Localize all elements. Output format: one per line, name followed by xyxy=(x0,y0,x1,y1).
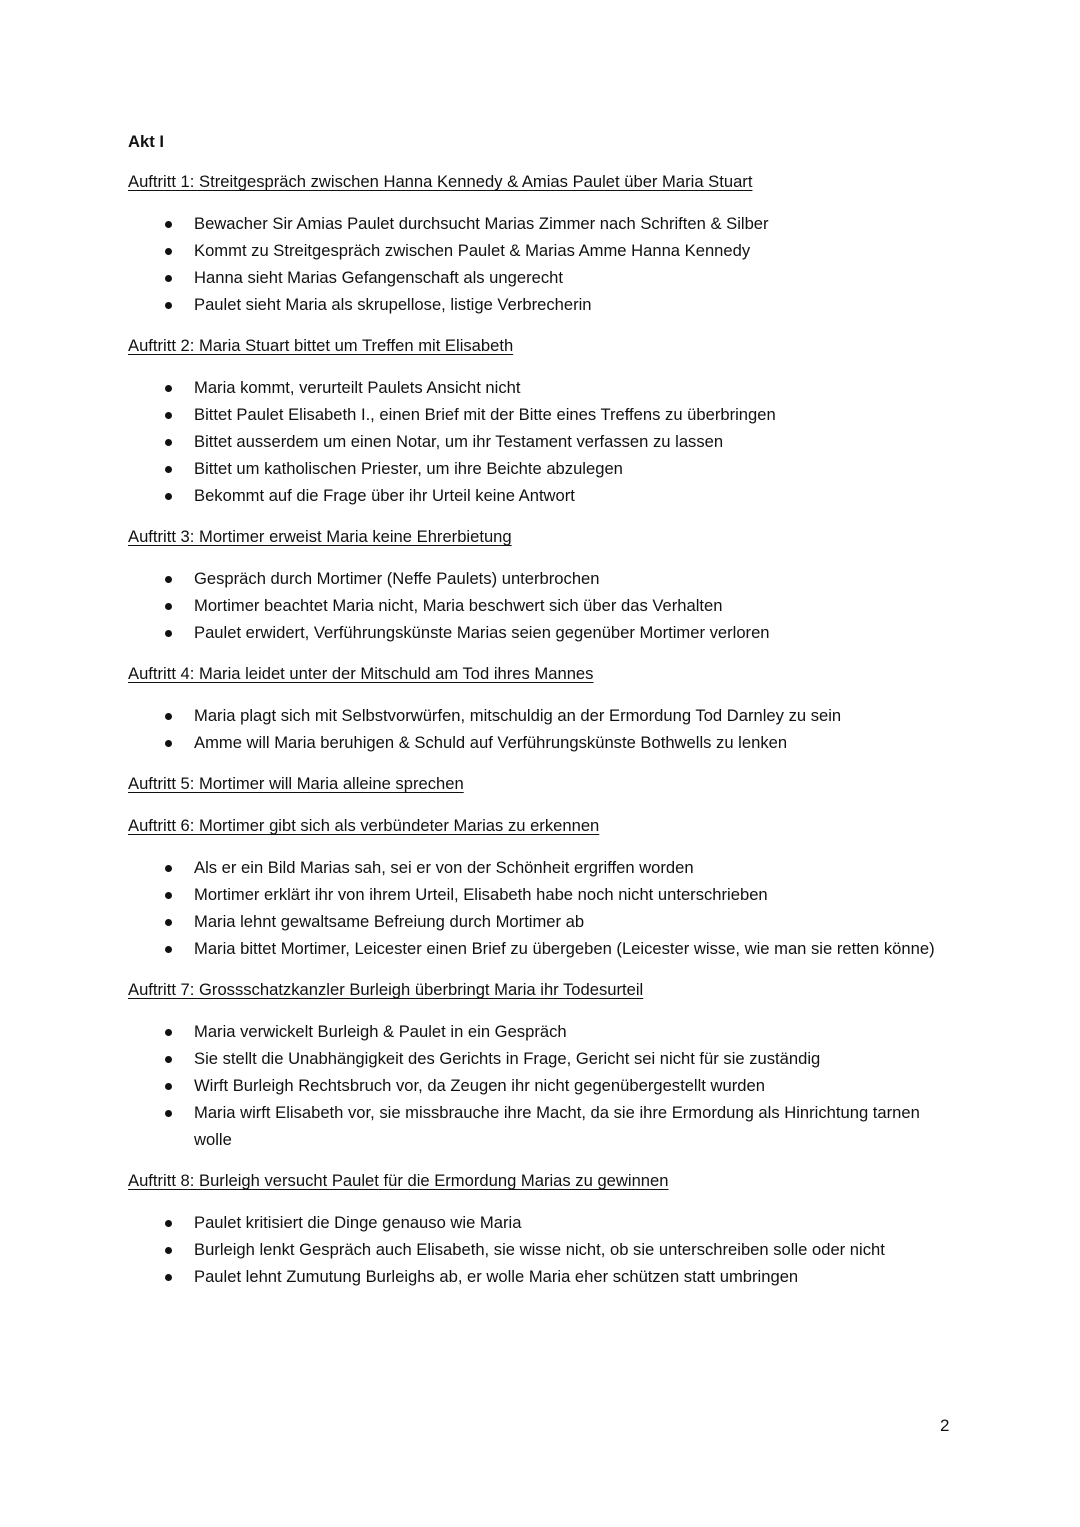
list-item xyxy=(128,908,958,935)
bullet-icon xyxy=(165,576,172,583)
scene-heading: Auftritt 4: Maria leidet unter der Mitschuld am Tod ihres Mannes xyxy=(128,664,594,683)
scene-heading: Auftritt 6: Mortimer gibt sich als verbündeter Marias zu erkennen xyxy=(128,816,600,835)
bullet-icon xyxy=(165,1029,172,1036)
list-item xyxy=(128,619,958,646)
list-item-text: Maria kommt, verurteilt Paulets Ansicht nicht xyxy=(194,378,521,397)
bullet-list xyxy=(128,374,958,509)
list-item xyxy=(128,237,958,264)
bullet-icon xyxy=(165,865,172,872)
list-item-text: Gespräch durch Mortimer (Neffe Paulets) unterbrochen xyxy=(194,569,600,588)
scene-heading: Auftritt 5: Mortimer will Maria alleine sprechen xyxy=(128,774,464,793)
list-item xyxy=(128,374,958,401)
bullet-icon xyxy=(165,740,172,747)
bullet-icon xyxy=(165,1110,172,1117)
list-item xyxy=(128,881,958,908)
bullet-list xyxy=(128,1018,958,1153)
list-item-text: Bewacher Sir Amias Paulet durchsucht Marias Zimmer nach Schriften & Silber xyxy=(194,214,769,233)
scene-heading: Auftritt 7: Grossschatzkanzler Burleigh überbringt Maria ihr Todesurteil xyxy=(128,980,644,999)
list-item-text: Bittet ausserdem um einen Notar, um ihr Testament verfassen zu lassen xyxy=(194,432,724,451)
bullet-icon xyxy=(165,713,172,720)
bullet-icon xyxy=(165,919,172,926)
list-item-text: Bekommt auf die Frage über ihr Urteil keine Antwort xyxy=(194,486,575,505)
list-item xyxy=(128,1045,958,1072)
list-item xyxy=(128,455,958,482)
document-body xyxy=(128,128,958,1304)
bullet-icon xyxy=(165,630,172,637)
list-item-text: Paulet kritisiert die Dinge genauso wie Maria xyxy=(194,1213,522,1232)
list-item xyxy=(128,565,958,592)
bullet-icon xyxy=(165,1056,172,1063)
bullet-icon xyxy=(165,892,172,899)
bullet-icon xyxy=(165,603,172,610)
list-item-text: Mortimer erklärt ihr von ihrem Urteil, Elisabeth habe noch nicht unterschrieben xyxy=(194,885,768,904)
list-item xyxy=(128,1209,958,1236)
scene-list xyxy=(128,168,958,1290)
page-number: 2 xyxy=(940,1416,950,1435)
bullet-icon xyxy=(165,1247,172,1254)
list-item-text: Paulet lehnt Zumutung Burleighs ab, er wolle Maria eher schützen statt umbringen xyxy=(194,1267,799,1286)
scene-heading: Auftritt 8: Burleigh versucht Paulet für die Ermordung Marias zu gewinnen xyxy=(128,1171,669,1190)
bullet-icon xyxy=(165,302,172,309)
bullet-list xyxy=(128,1209,958,1290)
bullet-icon xyxy=(165,275,172,282)
bullet-icon xyxy=(165,439,172,446)
bullet-list xyxy=(128,565,958,646)
bullet-list xyxy=(128,702,958,756)
list-item xyxy=(128,482,958,509)
list-item xyxy=(128,854,958,881)
list-item-text: Hanna sieht Marias Gefangenschaft als ungerecht xyxy=(194,268,563,287)
list-item xyxy=(128,1236,958,1263)
bullet-list xyxy=(128,210,958,318)
bullet-icon xyxy=(165,412,172,419)
list-item-text: Bittet Paulet Elisabeth I., einen Brief mit der Bitte eines Treffens zu überbringen xyxy=(194,405,776,424)
list-item-text: Maria plagt sich mit Selbstvorwürfen, mitschuldig an der Ermordung Tod Darnley zu sein xyxy=(194,706,842,725)
list-item xyxy=(128,1263,958,1290)
bullet-icon xyxy=(165,1083,172,1090)
act-title: Akt I xyxy=(128,132,164,151)
list-item xyxy=(128,264,958,291)
list-item-text: Maria bittet Mortimer, Leicester einen Brief zu übergeben (Leicester wisse, wie man sie retten könne) xyxy=(194,939,935,958)
bullet-icon xyxy=(165,221,172,228)
bullet-icon xyxy=(165,946,172,953)
list-item-text: Maria wirft Elisabeth vor, sie missbrauche ihre Macht, da sie ihre Ermordung als Hinrichtung tarnen wolle xyxy=(194,1103,920,1149)
list-item-text: Paulet sieht Maria als skrupellose, listige Verbrecherin xyxy=(194,295,592,314)
bullet-icon xyxy=(165,1274,172,1281)
bullet-list xyxy=(128,854,958,962)
bullet-icon xyxy=(165,385,172,392)
list-item-text: Sie stellt die Unabhängigkeit des Gerichts in Frage, Gericht sei nicht für sie zuständig xyxy=(194,1049,821,1068)
list-item xyxy=(128,592,958,619)
bullet-icon xyxy=(165,1220,172,1227)
list-item xyxy=(128,1072,958,1099)
list-item-text: Kommt zu Streitgespräch zwischen Paulet & Marias Amme Hanna Kennedy xyxy=(194,241,751,260)
list-item-text: Mortimer beachtet Maria nicht, Maria beschwert sich über das Verhalten xyxy=(194,596,723,615)
list-item xyxy=(128,1018,958,1045)
list-item-text: Paulet erwidert, Verführungskünste Marias seien gegenüber Mortimer verloren xyxy=(194,623,770,642)
bullet-icon xyxy=(165,466,172,473)
scene-heading: Auftritt 3: Mortimer erweist Maria keine Ehrerbietung xyxy=(128,527,512,546)
list-item xyxy=(128,210,958,237)
list-item-text: Maria verwickelt Burleigh & Paulet in ein Gespräch xyxy=(194,1022,567,1041)
scene-heading: Auftritt 2: Maria Stuart bittet um Treffen mit Elisabeth xyxy=(128,336,514,355)
list-item-text: Maria lehnt gewaltsame Befreiung durch Mortimer ab xyxy=(194,912,585,931)
list-item-text: Als er ein Bild Marias sah, sei er von der Schönheit ergriffen worden xyxy=(194,858,694,877)
list-item xyxy=(128,401,958,428)
scene-heading: Auftritt 1: Streitgespräch zwischen Hanna Kennedy & Amias Paulet über Maria Stuart xyxy=(128,172,753,191)
list-item xyxy=(128,702,958,729)
list-item-text: Burleigh lenkt Gespräch auch Elisabeth, sie wisse nicht, ob sie unterschreiben solle oder nicht xyxy=(194,1240,885,1259)
list-item-text: Amme will Maria beruhigen & Schuld auf Verführungskünste Bothwells zu lenken xyxy=(194,733,788,752)
bullet-icon xyxy=(165,493,172,500)
list-item xyxy=(128,729,958,756)
list-item xyxy=(128,935,958,962)
bullet-icon xyxy=(165,248,172,255)
list-item xyxy=(128,428,958,455)
list-item xyxy=(128,1099,958,1153)
list-item-text: Wirft Burleigh Rechtsbruch vor, da Zeugen ihr nicht gegenübergestellt wurden xyxy=(194,1076,765,1095)
list-item-text: Bittet um katholischen Priester, um ihre Beichte abzulegen xyxy=(194,459,623,478)
list-item xyxy=(128,291,958,318)
